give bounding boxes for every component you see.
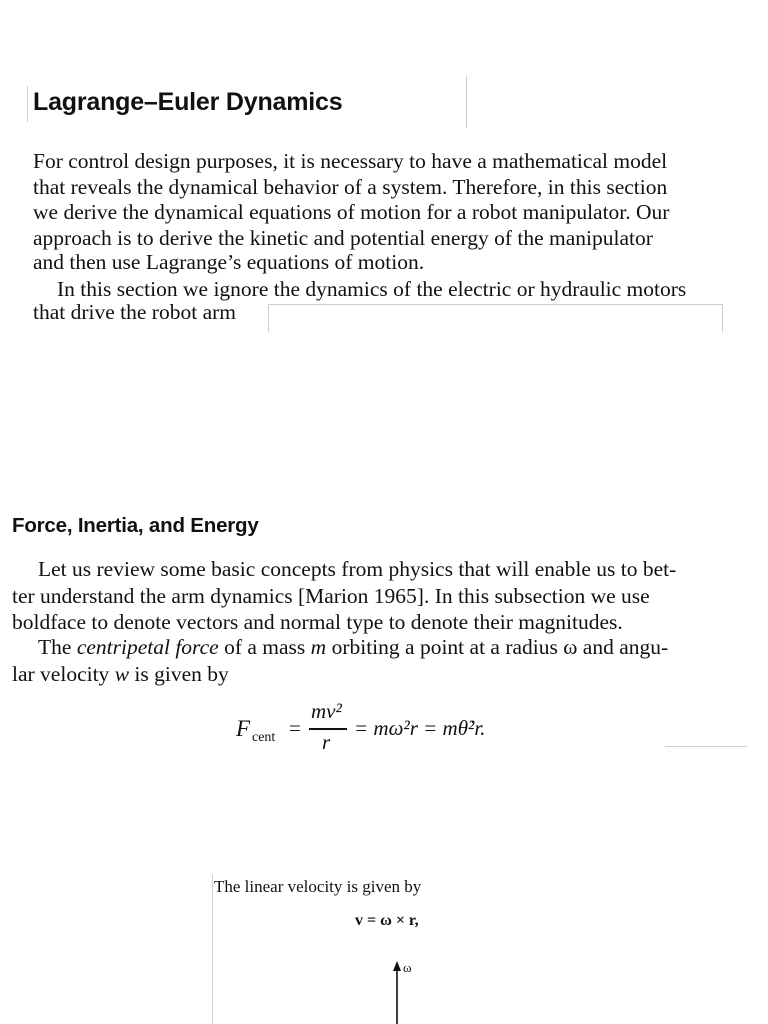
text-line: we derive the dynamical equations of motion for a robot manipulator. Our bbox=[33, 200, 670, 224]
heading-left-rule bbox=[27, 86, 28, 122]
eq-numerator: mv² bbox=[311, 699, 342, 723]
text-line: approach is to derive the kinetic and potential energy of the manipulator bbox=[33, 226, 653, 250]
text-line: boldface to denote vectors and normal type to denote their magnitudes. bbox=[12, 610, 623, 634]
eq-rhs: = mω²r = mθ̇²r. bbox=[354, 716, 486, 740]
eq-equals: = bbox=[289, 716, 301, 740]
text-line: For control design purposes, it is necessary to have a mathematical model bbox=[33, 149, 668, 173]
text-line: In this section we ignore the dynamics of the electric or hydraulic motors bbox=[57, 277, 687, 301]
crop-rule-left bbox=[268, 304, 269, 332]
subsection-heading-force-inertia-energy: Force, Inertia, and Energy bbox=[12, 514, 259, 537]
text-line: The centripetal force of a mass m orbiting a point at a radius ω and angu- bbox=[38, 635, 669, 659]
omega-axis-label: ω bbox=[403, 960, 412, 975]
text-line: lar velocity w is given by bbox=[12, 662, 229, 686]
linear-velocity-formula: v = ω × r, bbox=[355, 912, 419, 929]
section-heading-lagrange-euler: Lagrange–Euler Dynamics bbox=[33, 88, 343, 116]
text-line: Let us review some basic concepts from physics that will enable us to bet- bbox=[38, 557, 677, 581]
crop-rule-top bbox=[268, 304, 723, 305]
figure-caption: The linear velocity is given by bbox=[214, 877, 422, 896]
text-line: and then use Lagrange’s equations of motion. bbox=[33, 250, 425, 274]
eq-denominator: r bbox=[322, 730, 331, 754]
heading-right-rule bbox=[466, 76, 467, 128]
text-line: that reveals the dynamical behavior of a system. Therefore, in this section bbox=[33, 175, 668, 199]
crop-rule-eq bbox=[665, 746, 747, 747]
text-line: that drive the robot arm bbox=[33, 300, 236, 324]
figure-left-border bbox=[212, 874, 213, 1024]
crop-rule-right bbox=[722, 304, 723, 332]
text-line: ter understand the arm dynamics [Marion 1965]. In this subsection we use bbox=[12, 584, 650, 608]
eq-lhs-subscript: cent bbox=[252, 730, 276, 745]
eq-lhs: F bbox=[236, 716, 251, 741]
